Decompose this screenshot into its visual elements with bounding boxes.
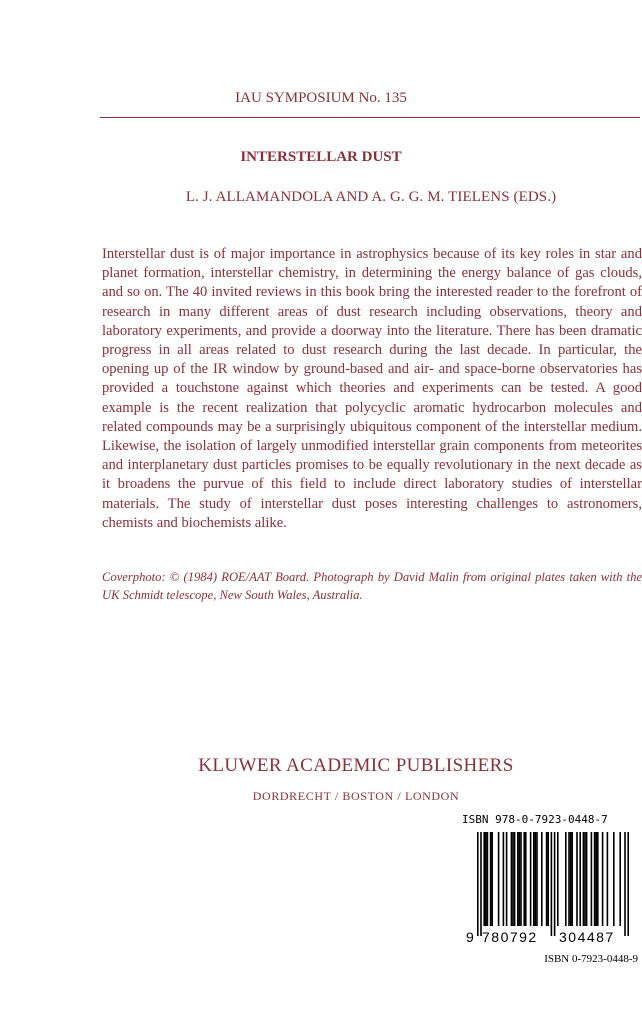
barcode-bar bbox=[583, 832, 585, 926]
barcode-bar bbox=[576, 832, 578, 926]
barcode-bar bbox=[595, 832, 597, 926]
barcode-bar bbox=[568, 832, 570, 926]
barcode-bar bbox=[525, 832, 527, 926]
barcode-bar bbox=[533, 832, 535, 926]
publisher-cities: DORDRECHT / BOSTON / LONDON bbox=[252, 789, 460, 803]
barcode bbox=[463, 832, 639, 952]
barcode-bar bbox=[613, 832, 615, 926]
barcode-bar bbox=[483, 832, 485, 926]
barcode-bar bbox=[547, 832, 549, 926]
barcode-bar bbox=[579, 832, 581, 926]
barcode-bar bbox=[594, 832, 596, 926]
barcode-bar bbox=[477, 832, 479, 936]
barcode-bar bbox=[627, 832, 629, 936]
barcode-bar bbox=[607, 832, 609, 926]
barcode-graphic bbox=[463, 832, 639, 952]
barcode-bar bbox=[546, 832, 548, 926]
isbn-10-label: ISBN 0-7923-0448-9 bbox=[544, 953, 638, 965]
barcode-bar bbox=[535, 832, 537, 926]
barcode-bar bbox=[602, 832, 604, 926]
barcode-bar bbox=[491, 832, 493, 926]
barcode-bar bbox=[597, 832, 599, 926]
barcode-bar bbox=[498, 832, 500, 926]
barcode-bar bbox=[551, 832, 553, 936]
barcode-bar bbox=[619, 832, 621, 926]
barcode-bar bbox=[490, 832, 492, 926]
barcode-bar bbox=[541, 832, 543, 926]
barcode-bar bbox=[520, 832, 522, 926]
barcode-bar bbox=[624, 832, 626, 936]
barcode-bar bbox=[570, 832, 572, 926]
barcode-digit-first: 9 bbox=[466, 929, 474, 945]
barcode-bar bbox=[511, 832, 513, 926]
barcode-bar bbox=[517, 832, 519, 926]
barcode-bar bbox=[485, 832, 487, 926]
barcode-bar bbox=[487, 832, 489, 926]
barcode-bar bbox=[514, 832, 516, 926]
barcode-bar bbox=[571, 832, 573, 926]
barcode-digits-left: 780792 bbox=[482, 929, 538, 945]
barcode-bar bbox=[512, 832, 514, 926]
barcode-bar bbox=[584, 832, 586, 926]
barcode-bar bbox=[591, 832, 593, 926]
barcode-bar bbox=[586, 832, 588, 926]
barcode-bar bbox=[530, 832, 532, 926]
book-description: Interstellar dust is of major importance in astrophysics because of its key roles in star and planet formation, interstellar chemistry, in determining the energy balance of gas clouds, and so on. The 40 invited reviews in this book bring the interested reader to the forefront of research in many different areas of dust research including observations, theory and laboratory experiments, and provide a doorway into the literature. There has been dramatic progress in all areas related to dust research during the last decade. In particular, the opening up of the IR window by ground-based and air- and space-borne observatories has provided a touchstone against which theories and experiments can be tested. A good example is the recent realization that polycyclic aromatic hydrocarbon molecules and related compounds may be a surprisingly ubiquitous component of the interstellar medium. Likewise, the isolation of largely unmodified interstellar grain components from meteorites and interplanetary dust particles promises to be equally revolutionary in the next decade as it broadens the purvue of this field to include direct laboratory studies of interstellar materials. The study of interstellar dust poses interesting challenges to astronomers, chemists and biochemists alike. bbox=[102, 246, 642, 531]
editors: L. J. ALLAMANDOLA AND A. G. G. M. TIELENS (EDS.) bbox=[185, 189, 557, 205]
book-title: INTERSTELLAR DUST bbox=[240, 149, 402, 165]
barcode-bars bbox=[477, 832, 629, 936]
barcode-bar bbox=[519, 832, 521, 926]
barcode-bar bbox=[554, 832, 556, 936]
series-title: IAU SYMPOSIUM No. 135 bbox=[235, 90, 407, 106]
cover-photo-credit: Coverphoto: © (1984) ROE/AAT Board. Photograph by David Malin from original plates taken with the UK Schmidt telescope, New South Wales, Australia. bbox=[102, 570, 642, 602]
barcode-bar bbox=[480, 832, 482, 936]
barcode-bar bbox=[557, 832, 559, 926]
barcode-bar bbox=[523, 832, 525, 926]
publisher-name: KLUWER ACADEMIC PUBLISHERS bbox=[198, 755, 514, 776]
header-rule bbox=[100, 117, 640, 118]
barcode-bar bbox=[565, 832, 567, 926]
barcode-bar bbox=[506, 832, 508, 926]
barcode-digits-right: 304487 bbox=[559, 929, 615, 945]
barcode-bar bbox=[536, 832, 538, 926]
barcode-bar bbox=[503, 832, 505, 926]
isbn-13-label: ISBN 978-0-7923-0448-7 bbox=[462, 813, 608, 826]
